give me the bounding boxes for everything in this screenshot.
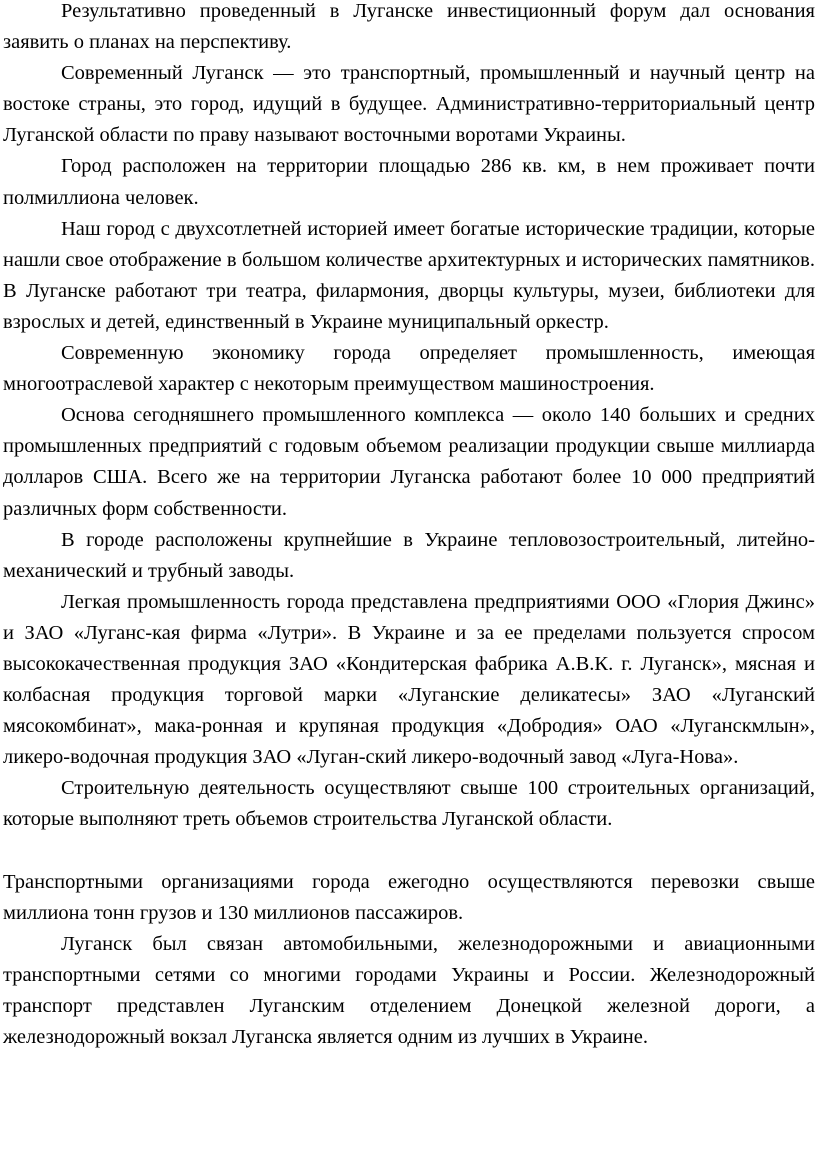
paragraph-economy: Современную экономику города определяет промышленность, имеющая многоотраслевой характер с некоторым преимуществом машиностроения.	[3, 342, 815, 396]
paragraph-plants: В городе расположены крупнейшие в Украине тепловозостроительный, литейно-механический и трубный заводы.	[3, 528, 815, 582]
paragraph-forum: Результативно проведенный в Луганске инвестиционный форум дал основания заявить о планах на перспективу.	[3, 0, 815, 54]
document-page	[3, 0, 815, 1053]
paragraph-construction: Строительную деятельность осуществляют свыше 100 строительных организаций, которые выполняют треть объемов строительства Луганской области.	[3, 777, 815, 831]
paragraph-modern-lugansk: Современный Луганск — это транспортный, промышленный и научный центр на востоке страны, это город, идущий в будущее. Административно-территориальный центр Луганской области по праву называют восточными воротами Украины.	[3, 62, 815, 147]
paragraph-industry-base: Основа сегодняшнего промышленного комплекса — около 140 больших и средних промышленных предприятий с годовым объемом реализации продукции свыше миллиарда долларов США. Всего же на территории Луганска работают более 10 000 предприятий различных форм собственности.	[3, 404, 815, 520]
paragraph-railway: Луганск был связан автомобильными, железнодорожными и авиационными транспортными сетями со многими городами Украины и России. Железнодорожный транспорт представлен Луганским отделением Донецкой железной дороги, а железнодорожный вокзал Луганска является одним из лучших в Украине.	[3, 932, 815, 1049]
paragraph-transport: Транспортными организациями города ежегодно осуществляются перевозки свыше миллиона тонн грузов и 130 миллионов пассажиров.	[3, 870, 815, 924]
blank-line	[3, 836, 815, 867]
paragraph-area: Город расположен на территории площадью 286 кв. км, в нем проживает почти полмиллиона человек.	[3, 155, 815, 209]
paragraph-history: Наш город с двухсотлетней историей имеет богатые исторические традиции, которые нашли свое отображение в большом количестве архитектурных и исторических памятников. В Луганске работают три театра, филармония, дворцы культуры, музеи, библиотеки для взрослых и детей, единственный в Украине муниципальный оркестр.	[3, 217, 815, 333]
paragraph-light-industry: Легкая промышленность города представлена предприятиями ООО «Глория Джинс» и ЗАО «Луганс-кая фирма «Лутри». В Украине и за ее пределами пользуется спросом высококачественная продукция ЗАО «Кондитерская фабрика А.В.К. г. Луганск», мясная и колбасная продукция торговой марки «Луганские деликатесы» ЗАО «Луганский мясокомбинат», мака-ронная и крупяная продукция «Добродия» ОАО «Луганскмлын», ликеро-водочная продукция ЗАО «Луган-ский ликеро-водочный завод «Луга-Нова».	[3, 590, 815, 769]
